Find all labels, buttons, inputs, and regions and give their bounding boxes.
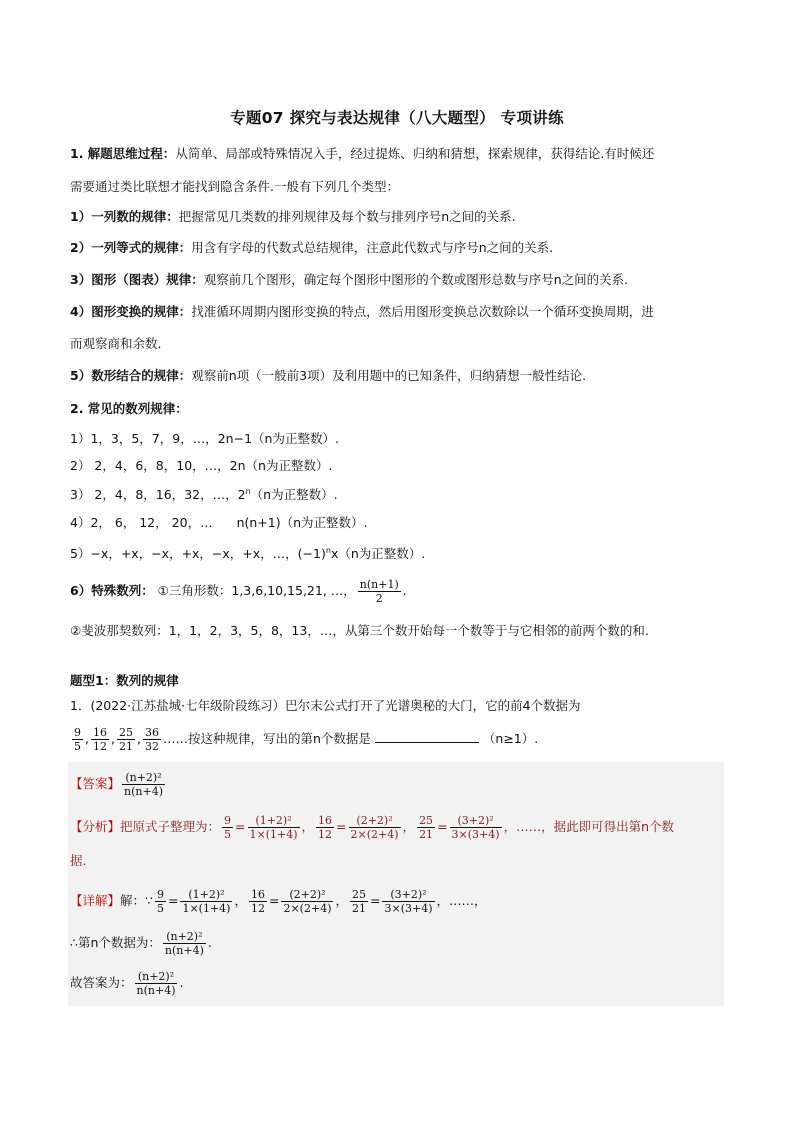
analysis-l1: $\frac{9}{5}$ [224,814,232,841]
seq-term-1: $\frac{9}{5}$ [74,726,81,753]
conclusion-line: ∴第n个数据为： $\frac{\text{(n+2)²}}{n(n+4)}$ . [70,930,212,957]
final-answer-line: 故答案为： $\frac{\text{(n+2)²}}{n(n+4)}$ . [70,970,184,997]
topic-1-heading: 题型1：数列的规律 [70,673,179,688]
detail-l1: $\frac{9}{5}$ [156,888,164,915]
page-title: 专题07 探究与表达规律（八大题型） 专项讲练 [230,109,564,127]
seq-rule-fibonacci: ②斐波那契数列：1，1，2，3，5，8，13，…，从第三个数开始每一个数等于与它相邻的前两个数的和. [70,623,649,638]
seq-term-4: $\frac{36}{32}$ [144,726,159,753]
analysis-line: 【分析】把原式子整理为： $\frac{9}{5}$ = $\frac{\text{(1+2)²}}{1\times(1+4)}$ ， $\frac{16}{12}$ = $\frac{\text{(2+2)²}}{2\times(2+4)}$ ， $\frac{25}{21}$ = $\frac{\text{(3+2)²}}{3\times(3+4)}$ ，……，据此即可得出第n个数 [70,814,674,841]
analysis-r3: $\frac{\text{(3+2)²}}{3\times(3+4)}$ [451,814,500,841]
seq-rule-3: 3） 2，4，8，16，32，…，2$^n$（n为正整数）. [70,486,338,502]
analysis-l2: $\frac{16}{12}$ [318,814,333,841]
type-4: 4）图形变换的规律：找准循环周期内图形变换的特点，然后用图形变换总次数除以一个循环变换周期，进 [70,304,654,319]
answer-blank [375,728,479,743]
question-1-line-2: $\frac{9}{5}$ , $\frac{16}{12}$ , $\frac{25}{21}$ , $\frac{36}{32}$ ……按这种规律，写出的第n个数据是 （n≥1）. [74,726,539,753]
answer-fraction: $\frac{\text{(n+2)²}}{n(n+4)}$ [124,771,163,798]
final-fraction: $\frac{\text{(n+2)²}}{n(n+4)}$ [136,970,176,997]
detail-r1: $\frac{\text{(1+2)²}}{1\times(1+4)}$ [182,888,231,915]
intro-line-1: 1. 解题思维过程：从简单、局部或特殊情况入手，经过提炼、归纳和猜想，探索规律，获得结论.有时候还 [70,146,655,161]
seq-rule-1: 1）1，3，5，7，9，…，2n−1（n为正整数）. [70,431,339,446]
analysis-r2: $\frac{\text{(2+2)²}}{2\times(2+4)}$ [350,814,399,841]
seq-rule-4: 4）2， 6， 12， 20，… n(n+1)（n为正整数）. [70,515,368,530]
type-1: 1）一列数的规律：把握常见几类数的排列规律及每个数与排列序号n之间的关系. [70,209,516,224]
common-heading: 2. 常见的数列规律： [70,401,188,416]
detail-r2: $\frac{\text{(2+2)²}}{2\times(2+4)}$ [283,888,332,915]
type-5: 5）数形结合的规律：观察前n项（一般前3项）及利用题中的已知条件，归纳猜想一般性结论. [70,368,587,383]
seq-rule-6: 6）特殊数列： ①三角形数：1,3,6,10,15,21, …， $\frac{n(n+1)}{2}$ . [70,578,407,605]
intro-line-2: 需要通过类比联想才能找到隐含条件.一般有下列几个类型： [70,179,399,194]
analysis-r1: $\frac{\text{(1+2)²}}{1\times(1+4)}$ [249,814,298,841]
detail-l2: $\frac{16}{12}$ [250,888,265,915]
triangular-fraction: $\frac{n(n+1)}{2}$ [359,578,399,605]
type-2: 2）一列等式的规律：用含有字母的代数式总结规律，注意此代数式与序号n之间的关系. [70,240,554,255]
type-3: 3）图形（图表）规律：观察前几个图形，确定每个图形中图形的个数或图形总数与序号n之间的关系. [70,272,629,287]
seq-term-2: $\frac{16}{12}$ [92,726,107,753]
conclusion-fraction: $\frac{\text{(n+2)²}}{n(n+4)}$ [164,930,204,957]
seq-rule-2: 2） 2，4，6，8，10，…，2n（n为正整数）. [70,458,333,473]
answer-line: 【答案】 $\frac{\text{(n+2)²}}{n(n+4)}$ [70,771,163,798]
detail-line: 【详解】解：∵ $\frac{9}{5}$ = $\frac{\text{(1+2)²}}{1\times(1+4)}$ ， $\frac{16}{12}$ = $\frac{\text{(2+2)²}}{2\times(2+4)}$ ， $\frac{25}{21}$ = $\frac{\text{(3+2)²}}{3\times(3+4)}$ ，……， [70,888,487,915]
question-1-line-1: 1．(2022·江苏盐城·七年级阶段练习）巴尔末公式打开了光谱奥秘的大门，它的前4个数据为 [70,698,581,713]
detail-l3: $\frac{25}{21}$ [352,888,366,915]
analysis-l3: $\frac{25}{21}$ [419,814,434,841]
seq-rule-5: 5）−x，+x，−x，+x，−x，+x，…，$(-1)^nx(n$为正整数）. [70,545,426,561]
detail-r3: $\frac{\text{(3+2)²}}{3\times(3+4)}$ [384,888,433,915]
type-4-cont: 而观察商和余数. [70,336,162,351]
seq-term-3: $\frac{25}{21}$ [118,726,133,753]
analysis-cont: 据. [70,853,87,868]
